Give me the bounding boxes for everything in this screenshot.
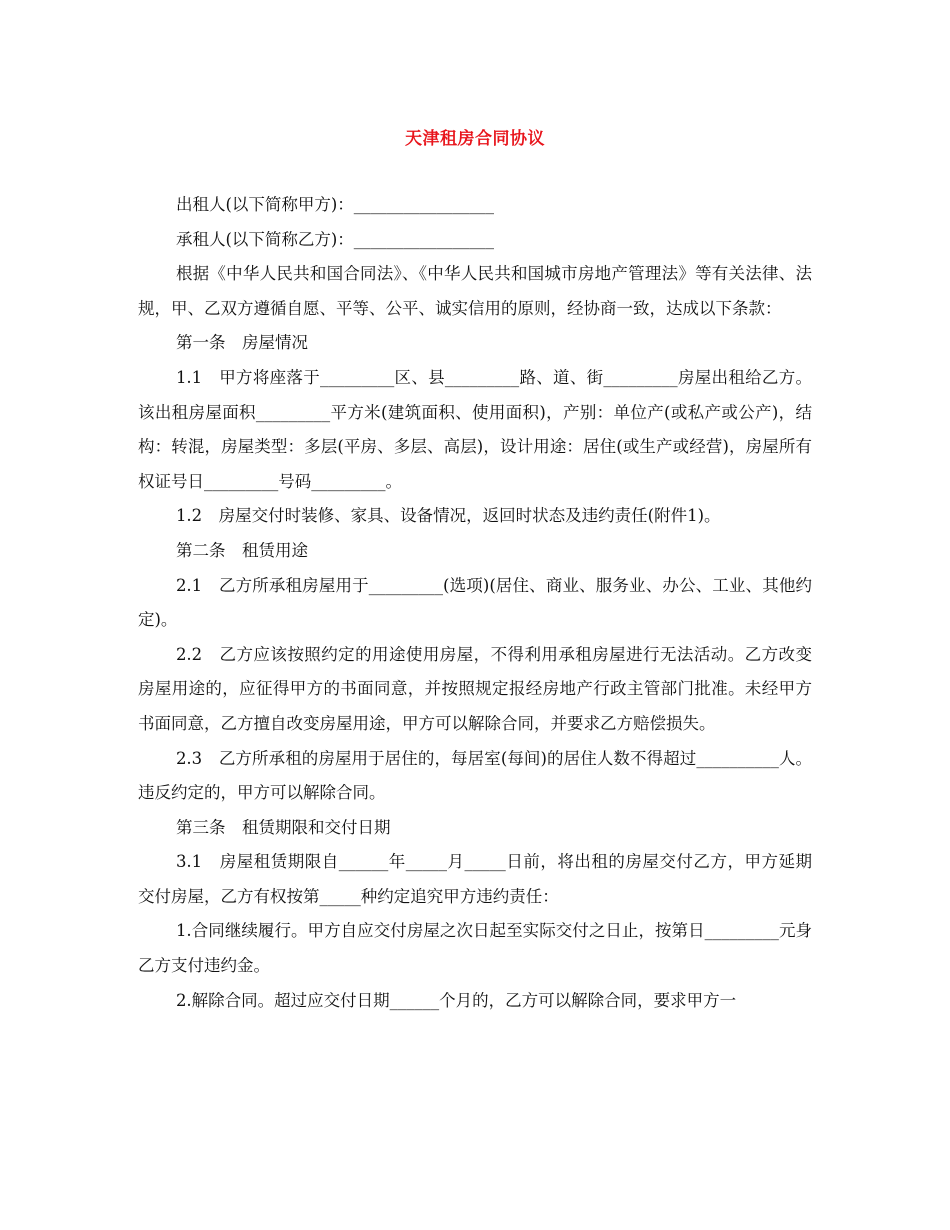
clause-2-1: 2.1 乙方所承租房屋用于_________(选项)(居住、商业、服务业、办公、工业、其他约定)。 xyxy=(138,575,812,630)
article-1-heading: 第一条 房屋情况 xyxy=(175,333,308,353)
clause-2-3: 2.3 乙方所承租的房屋用于居住的，每居室(每间)的居住人数不得超过__________人。违反约定的，甲方可以解除合同。 xyxy=(138,748,812,803)
clause-3-1: 3.1 房屋租赁期限自______年_____月_____日前，将出租的房屋交付乙方，甲方延期交付房屋，乙方有权按第_____种约定追究甲方违约责任： xyxy=(138,852,812,906)
article-2-heading: 第二条 租赁用途 xyxy=(175,540,308,560)
clause-3-1-option-2: 2.解除合同。超过应交付日期______个月的，乙方可以解除合同，要求甲方一 xyxy=(175,990,737,1010)
lessor-line: 出租人(以下简称甲方)：_________________ xyxy=(175,195,495,214)
article-3-heading: 第三条 租赁期限和交付日期 xyxy=(175,817,391,837)
clause-1-1: 1.1 甲方将座落于_________区、县_________路、道、街_________房屋出租给乙方。该出租房屋面积_________平方米(建筑面积、使用面积)，产别：单位产(或私产或公产)，结构：转混，房屋类型：多层(平房、多层、高层)，设计用途：居住(或生产或经营)，房屋所有权证号日_________号码_________。 xyxy=(138,367,812,491)
clause-3-1-option-1: 1.合同继续履行。甲方自应交付房屋之次日起至实际交付之日止，按第日_________元身乙方支付违约金。 xyxy=(138,921,812,976)
document-body xyxy=(138,188,812,1018)
preamble-paragraph: 根据《中华人民共和国合同法》、《中华人民共和国城市房地产管理法》等有关法律、法规，甲、乙双方遵循自愿、平等、公平、诚实信用的原则，经协商一致，达成以下条款： xyxy=(138,264,812,318)
clause-2-2: 2.2 乙方应该按照约定的用途使用房屋，不得利用承租房屋进行无法活动。乙方改变房屋用途的，应征得甲方的书面同意，并按照规定报经房地产行政主管部门批准。未经甲方书面同意，乙方擅自改变房屋用途，甲方可以解除合同，并要求乙方赔偿损失。 xyxy=(138,644,812,733)
clause-1-2: 1.2 房屋交付时装修、家具、设备情况，返回时状态及违约责任(附件1)。 xyxy=(175,506,721,526)
lessee-line: 承租人(以下简称乙方)：_________________ xyxy=(175,229,495,249)
document-title: 天津租房合同协议 xyxy=(405,129,545,149)
